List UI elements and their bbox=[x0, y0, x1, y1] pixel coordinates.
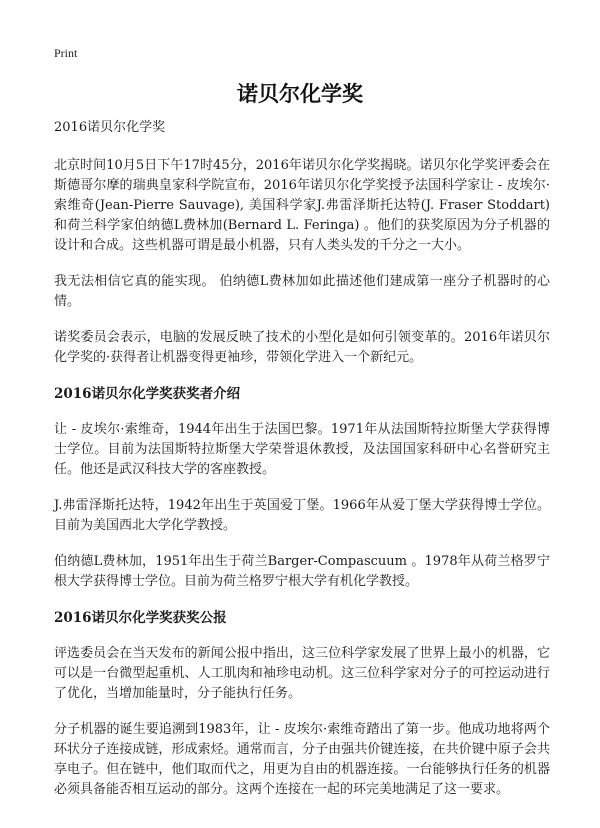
section-heading-announcement: 2016诺贝尔化学奖获奖公报 bbox=[54, 610, 227, 626]
article-subtitle: 2016诺贝尔化学奖 bbox=[54, 120, 166, 135]
intro-paragraph-1: 北京时间10月5日下午17时45分，2016年诺贝尔化学奖揭晓。诺贝尔化学奖评委会在斯德哥尔摩的瑞典皇家科学院宣布，2016年诺贝尔化学奖授予法国科学家让 - 皮埃尔·索维奇(Jean-Pierre Sauvage), 美国科学家J.弗雷泽斯托达特(J. Fraser Stoddart)和荷兰科学家伯纳德L费林加(Bernard L. Feringa) 。他们的获奖原因为分子机器的设计和合成。这些机器可谓是最小机器，只有人类头发的千分之一大小。 bbox=[54, 158, 550, 253]
laureate-paragraph-feringa: 伯纳德L费林加，1951年出生于荷兰Barger-Compascuum 。1978年从荷兰格罗宁根大学获得博士学位。目前为荷兰格罗宁根大学有机化学教授。 bbox=[54, 554, 550, 589]
page-title: 诺贝尔化学奖 bbox=[237, 82, 363, 106]
section-heading-laureates: 2016诺贝尔化学奖获奖者介绍 bbox=[54, 386, 241, 402]
laureate-paragraph-stoddart: J.弗雷泽斯托达特，1942年出生于英国爱丁堡。1966年从爱丁堡大学获得博士学位。目前为美国西北大学化学教授。 bbox=[54, 498, 550, 533]
print-link[interactable]: Print bbox=[54, 46, 78, 60]
intro-paragraph-2: 我无法相信它真的能实现。 伯纳德L费林加如此描述他们建成第一座分子机器时的心情。 bbox=[54, 274, 550, 309]
laureate-paragraph-sauvage: 让 - 皮埃尔·索维奇，1944年出生于法国巴黎。1971年从法国斯特拉斯堡大学获得博士学位。目前为法国斯特拉斯堡大学荣誉退休教授，及法国国家科研中心名誉研究主任。他还是武汉科技大学的客座教授。 bbox=[54, 422, 550, 477]
intro-paragraph-3: 诺奖委员会表示，电脑的发展反映了技术的小型化是如何引领变革的。2016年诺贝尔化学奖的·获得者让机器变得更袖珍，带领化学进入一个新纪元。 bbox=[54, 330, 550, 365]
announcement-paragraph-1: 评选委员会在当天发布的新闻公报中指出，这三位科学家发展了世界上最小的机器，它可以是一台微型起重机、人工肌肉和袖珍电动机。这三位科学家对分子的可控运动进行了优化，当增加能量时，分子能执行任务。 bbox=[54, 646, 550, 701]
announcement-paragraph-2: 分子机器的诞生要追溯到1983年，让 - 皮埃尔·索维奇踏出了第一步。他成功地将两个环状分子连接成链，形成索烃。通常而言，分子由强共价键连接，在共价键中原子会共享电子。但在链中，他们取而代之，用更为自由的机器连接。一台能够执行任务的机器必须具备能否相互运动的部分。这两个连接在一起的环完美地满足了这一要求。 bbox=[54, 722, 550, 797]
article-body bbox=[54, 118, 550, 816]
